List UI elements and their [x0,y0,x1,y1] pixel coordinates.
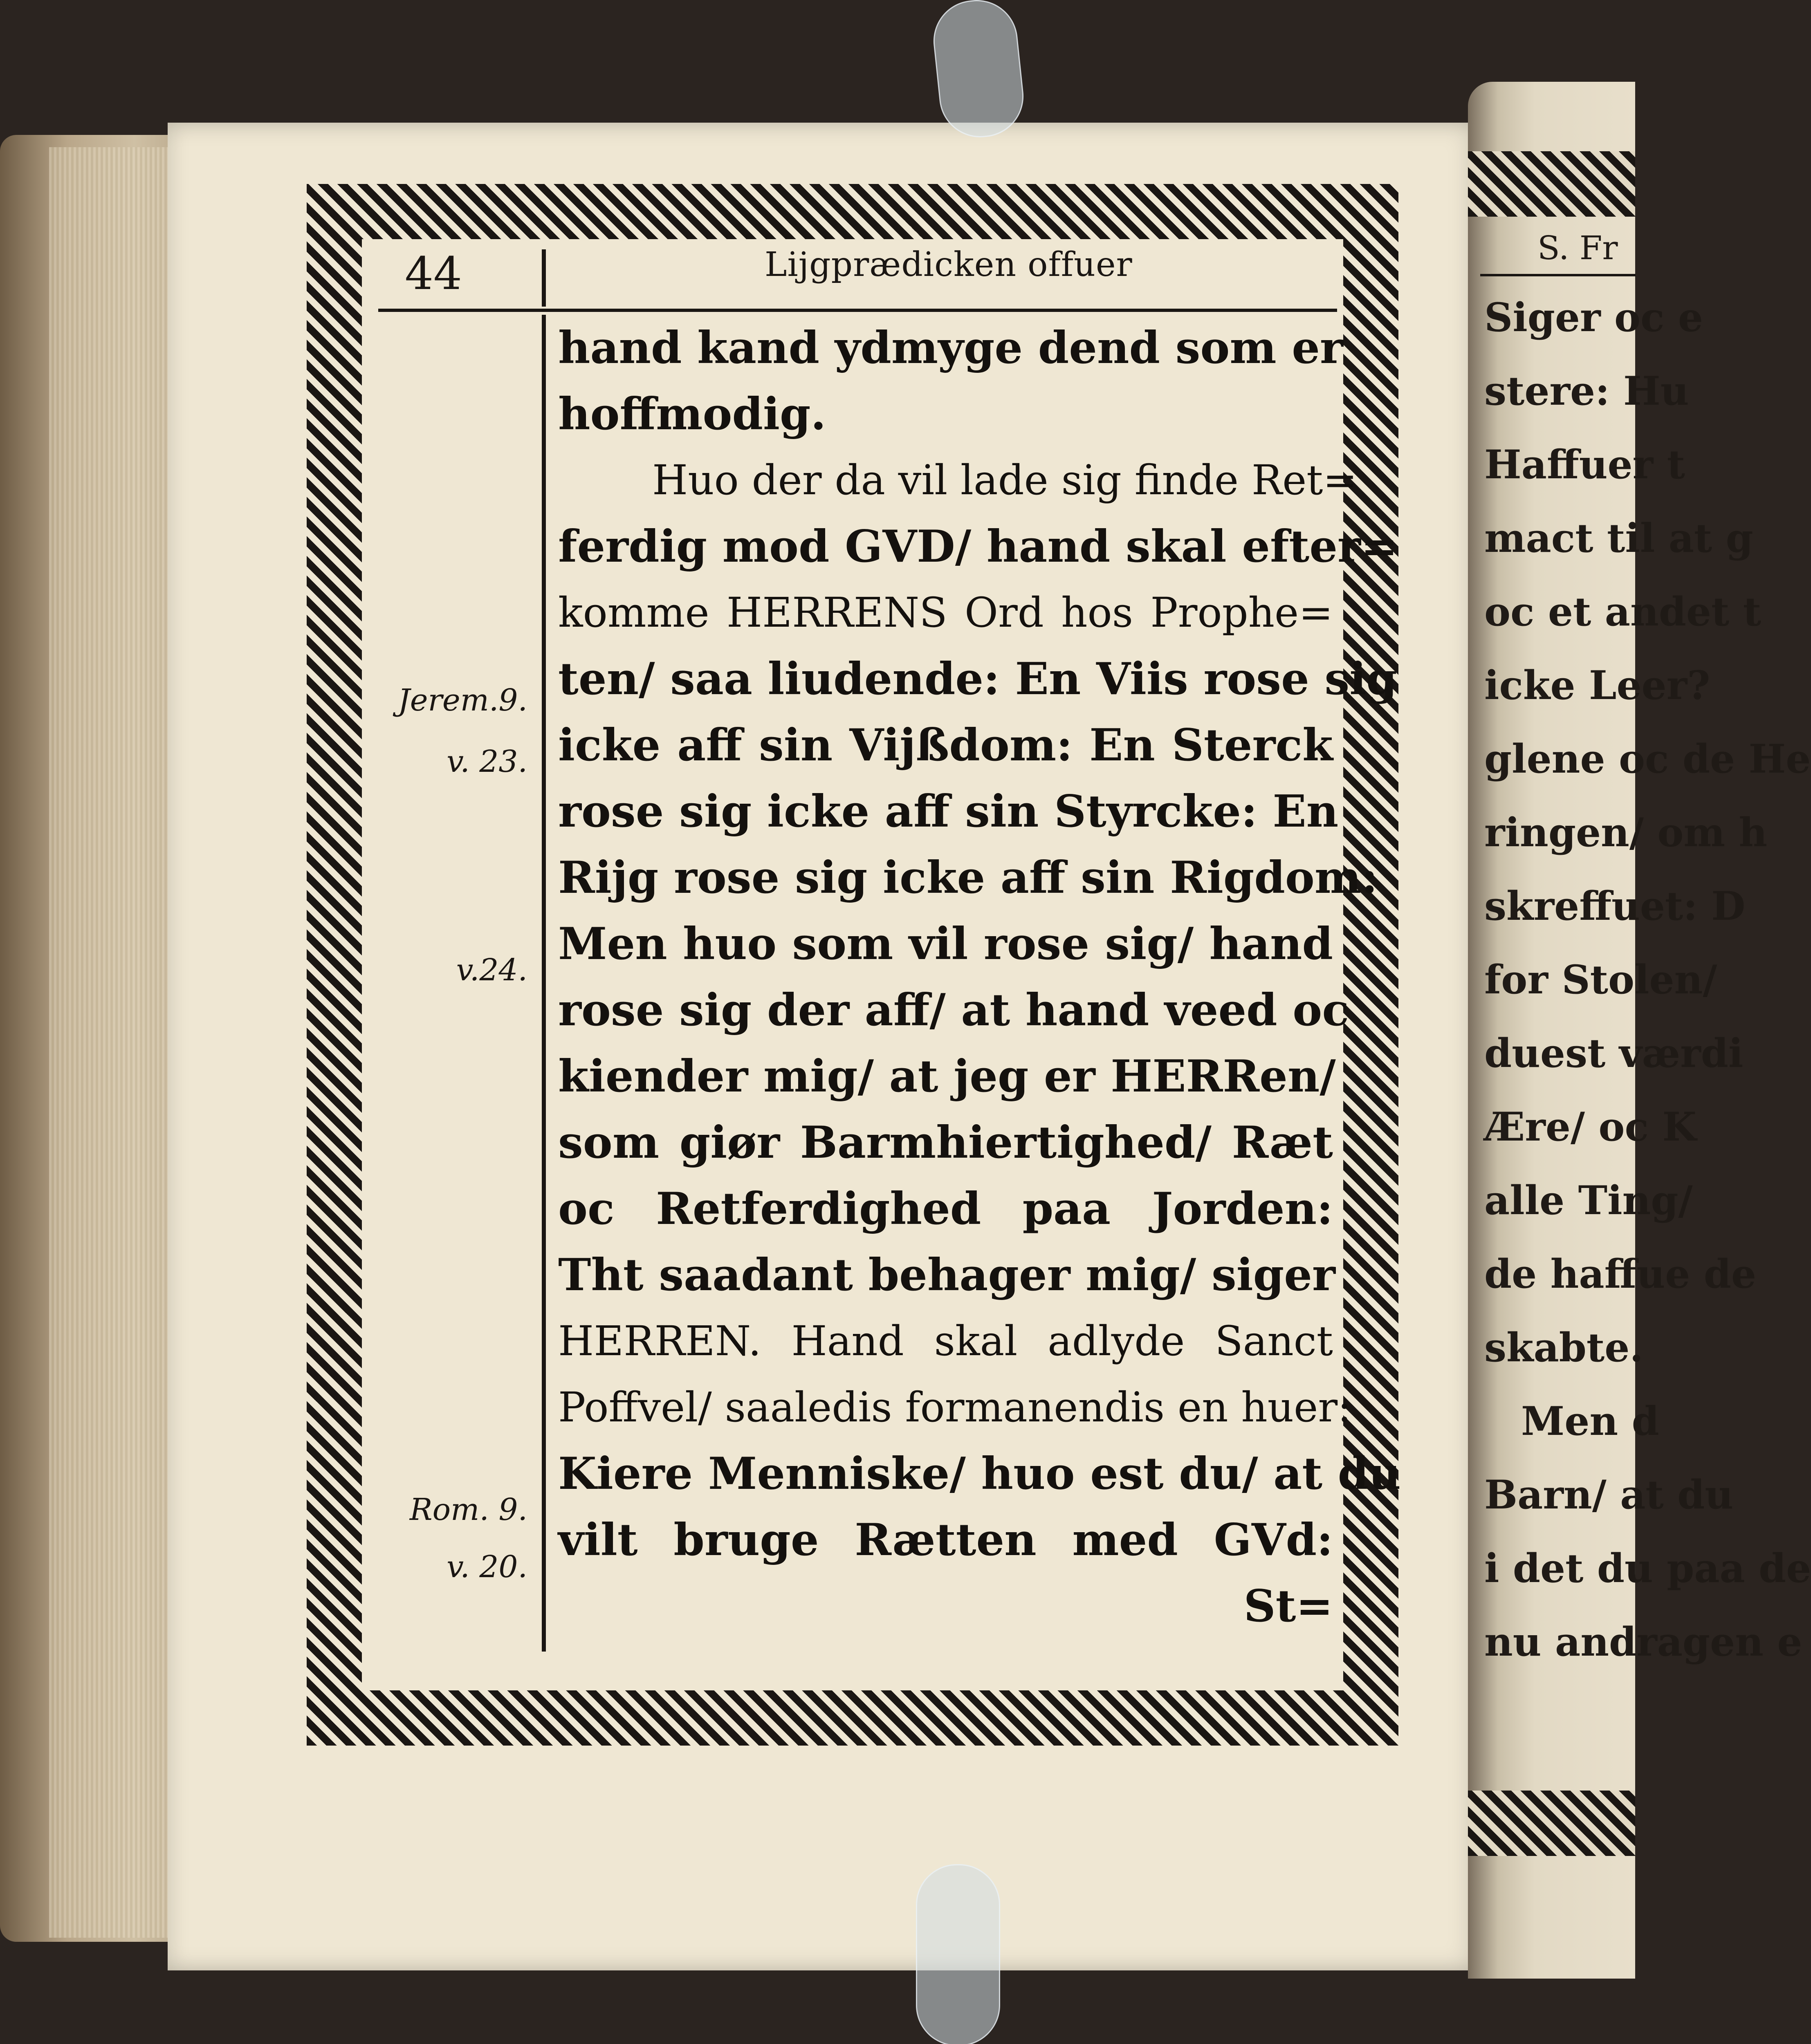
header-separator [542,249,546,307]
text-line: ferdig mod GVD/ hand skal efter= [558,521,1398,572]
right-page-line: mact til at g [1484,515,1753,561]
page-edges [49,147,184,1938]
text-line: Men huo som vil rose sig/ hand [558,918,1333,970]
text-line: kiender mig/ at jeg er HERRen/ [558,1051,1336,1102]
right-page-line: glene oc de He [1484,736,1811,782]
right-page-line: Siger oc e [1484,294,1703,341]
page-holder-clip [916,1864,1000,2044]
right-page-line: skabte. [1484,1325,1643,1371]
body-text [558,315,1401,1639]
right-page-line: i det du paa de [1484,1545,1811,1591]
right-page-line: stere: Hu [1484,368,1689,414]
margin-note-romans: Rom. 9. [409,1492,527,1527]
right-page-header-rule [1480,274,1636,276]
right-page-border-top [1468,151,1635,217]
margin-note-verse: v. 20. [447,1549,527,1585]
margin-note-verse: v.24. [456,953,527,988]
margin-note-jeremiah: Jerem.9. [398,683,527,718]
right-page-line: nu andragen e [1484,1619,1802,1665]
text-line: rose sig der aff/ at hand veed oc [558,984,1349,1036]
right-page-line: Haffuer t [1484,442,1685,488]
text-line: hoffmodig. [558,388,826,440]
margin-note-verse: v. 23. [447,744,527,779]
text-line: Huo der da vil lade sig finde Ret= [652,456,1358,504]
right-page-line: ringen/ om h [1484,809,1768,856]
right-page-line: icke Leer? [1484,662,1710,708]
running-head: Lijgprædicken offuer [765,245,1133,284]
right-page-line: alle Ting/ [1484,1177,1693,1224]
text-line: Rijg rose sig icke aff sin Rigdom: [558,852,1378,903]
page-holder-clip [929,0,1028,141]
right-page-line: Men d [1521,1398,1659,1444]
text-line: Tht saadant behager mig/ siger [558,1249,1335,1301]
catchword: St= [1243,1580,1333,1632]
right-page-fragment [1468,82,1811,1979]
text-line: vilt bruge Rætten med GVd: [558,1514,1333,1566]
text-line: hand kand ydmyge dend som er [558,322,1343,374]
right-page-line: de haffue de [1484,1251,1756,1297]
page-number: 44 [405,247,462,300]
right-page-line: skreffuet: D [1484,883,1746,929]
right-page-line: duest værdi [1484,1030,1744,1076]
right-page-line: oc et andet t [1484,589,1762,635]
text-line: komme HERRENS Ord hos Prophe= [558,589,1333,637]
right-page-line: Barn/ at du [1484,1472,1734,1518]
text-line: Kiere Menniske/ huo est du/ at du [558,1448,1401,1499]
right-page-border-bottom [1468,1791,1635,1856]
text-line: HERREN. Hand skal adlyde Sanct [558,1317,1333,1365]
text-line: icke aff sin Vijßdom: En Sterck [558,719,1333,771]
margin-column-rule [542,315,546,1652]
right-page-line: for Stolen/ [1484,957,1717,1003]
text-line: som giør Barmhiertighed/ Ræt [558,1117,1333,1168]
text-line: rose sig icke aff sin Styrcke: En [558,786,1339,837]
text-line: ten/ saa liudende: En Viis rose sig [558,653,1397,705]
right-page-line: Ære/ oc K [1484,1104,1697,1150]
text-line: oc Retferdighed paa Jorden: [558,1183,1333,1235]
text-line: Poffvel/ saaledis formanendis en huer: [558,1383,1351,1431]
header-rule [378,309,1337,312]
right-page-running-head: S. Fr [1537,229,1618,267]
